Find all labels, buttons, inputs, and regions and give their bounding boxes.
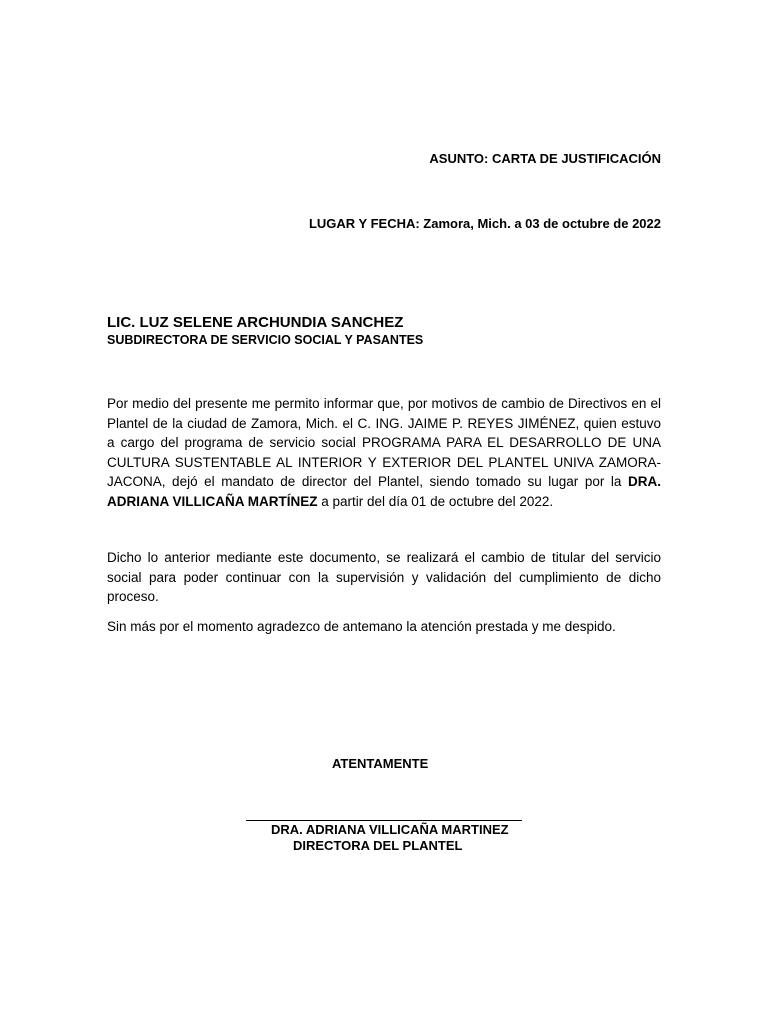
addressee-name: LIC. LUZ SELENE ARCHUNDIA SANCHEZ [107, 314, 404, 331]
place-and-date: LUGAR Y FECHA: Zamora, Mich. a 03 de octubre de 2022 [308, 216, 661, 231]
signer-name: DRA. ADRIANA VILLICAÑA MARTINEZ [271, 822, 509, 837]
subject-line: ASUNTO: CARTA DE JUSTIFICACIÓN [429, 151, 661, 166]
addressee-title: SUBDIRECTORA DE SERVICIO SOCIAL Y PASANTES [107, 333, 424, 347]
body-paragraph-1 [107, 394, 661, 511]
body-paragraph-2: Dicho lo anterior mediante este documento, se realizará el cambio de titular del servicio social para poder continuar con la supervisión y validación del cumplimiento de dicho proceso. [107, 550, 661, 604]
paragraph-1-end: a partir del día 01 de octubre del 2022. [321, 493, 554, 509]
signer-title: DIRECTORA DEL PLANTEL [293, 838, 463, 853]
closing-farewell: ATENTAMENTE [332, 756, 429, 771]
signature-line [246, 820, 522, 821]
paragraph-1-bold-name: DRA. ADRIANA VILLICAÑA MARTÍNEZ [107, 474, 661, 509]
body-paragraph-3: Sin más por el momento agradezco de antemano la atención prestada y me despido. [107, 619, 616, 634]
paragraph-1-text: Por medio del presente me permito informar que, por motivos de cambio de Directivos en el Plantel de la ciudad de Zamora, Mich. el C. ING. JAIME P. REYES JIMÉNEZ, quien estuvo a cargo del programa de servicio social PROGRAMA PARA EL DESARROLLO DE UNA CULTURA SUSTENTABLE AL INTERIOR Y EXTERIOR DEL PLANTEL UNIVA ZAMORA-JACONA, dejó el mandato de director del Plantel, siendo tomado su lugar por la [107, 396, 661, 489]
